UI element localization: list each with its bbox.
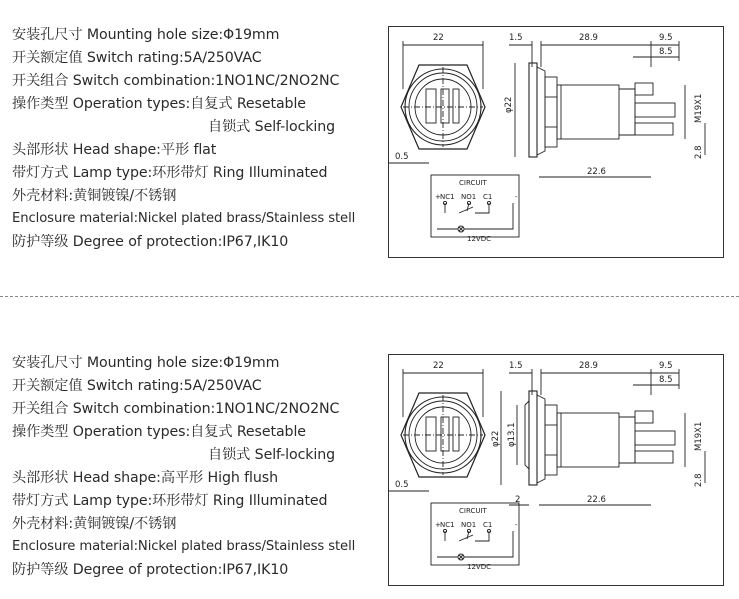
circuit-pin-label-no1: NO1 bbox=[461, 193, 477, 201]
dim-gap-label: 0.5 bbox=[395, 152, 409, 162]
side-flange bbox=[529, 63, 537, 157]
side-body bbox=[557, 85, 619, 139]
circuit-title: CIRCUIT bbox=[459, 179, 487, 187]
circuit-minus: - bbox=[515, 521, 518, 529]
circuit-switch-lines bbox=[445, 531, 489, 541]
side-bezel bbox=[537, 67, 545, 155]
side-pin-3 bbox=[635, 451, 673, 463]
circuit-voltage: 12VDC bbox=[467, 235, 491, 243]
circuit-lamp-wires bbox=[437, 531, 513, 557]
spec-lamp-type: 带灯方式 Lamp type:环形带灯 Ring Illuminated bbox=[12, 165, 328, 181]
dim-base-label: 1.5 bbox=[509, 361, 523, 371]
dim-length-label: 22.6 bbox=[587, 495, 606, 505]
circuit-switch-blade bbox=[459, 207, 473, 213]
spec-operation-types: 操作类型 Operation types:自复式 Resetable bbox=[12, 96, 306, 112]
circuit-minus: - bbox=[515, 193, 518, 201]
circuit-lamp-cross bbox=[459, 227, 463, 231]
spec-mounting-hole: 安装孔尺寸 Mounting hole size:Φ19mm bbox=[12, 355, 280, 371]
circuit-pin-label-nc1: NC1 bbox=[440, 521, 455, 529]
dim-t1-label: 9.5 bbox=[659, 33, 673, 43]
circuit-plus: + bbox=[435, 521, 441, 529]
dim-length-label: 22.6 bbox=[587, 167, 606, 177]
circuit-switch-lines bbox=[445, 203, 489, 213]
terminal-1 bbox=[426, 89, 436, 123]
dim-t2-label: 8.5 bbox=[659, 47, 673, 57]
spec-protection: 防护等级 Degree of protection:IP67,IK10 bbox=[12, 562, 289, 578]
circuit-lamp-wires bbox=[437, 203, 513, 229]
circuit-lamp-cross bbox=[459, 555, 463, 559]
side-pin-2 bbox=[635, 431, 675, 445]
side-pin-1 bbox=[635, 83, 653, 95]
technical-drawing-high-flush bbox=[388, 354, 724, 586]
side-bezel bbox=[537, 395, 545, 483]
side-flange bbox=[529, 391, 537, 485]
spec-operation-types: 操作类型 Operation types:自复式 Resetable bbox=[12, 424, 306, 440]
circuit-title: CIRCUIT bbox=[459, 507, 487, 515]
section-divider bbox=[0, 296, 739, 297]
spec-switch-combination: 开关组合 Switch combination:1NO1NC/2NO2NC bbox=[12, 401, 340, 417]
technical-drawing-flat bbox=[388, 26, 724, 258]
side-high-head bbox=[525, 401, 529, 469]
spec-enclosure-cn: 外壳材料:黄铜镀镍/不锈钢 bbox=[12, 188, 177, 204]
side-body bbox=[557, 413, 619, 467]
dim-dia-label: φ22 bbox=[491, 430, 501, 447]
spec-operation-types-cont: 自锁式 Self-locking bbox=[208, 447, 336, 463]
dim-width-label: 22 bbox=[433, 33, 444, 43]
spec-mounting-hole: 安装孔尺寸 Mounting hole size:Φ19mm bbox=[12, 27, 280, 43]
dim-body-label: 28.9 bbox=[579, 33, 598, 43]
drawing-svg bbox=[389, 355, 725, 587]
side-pin-3 bbox=[635, 123, 673, 135]
dim-t1-label: 9.5 bbox=[659, 361, 673, 371]
spec-protection: 防护等级 Degree of protection:IP67,IK10 bbox=[12, 234, 289, 250]
dim-thread-label: M19X1 bbox=[694, 421, 704, 451]
circuit-plus: + bbox=[435, 193, 441, 201]
terminal-2 bbox=[441, 89, 449, 123]
dim-thread-label: M19X1 bbox=[694, 93, 704, 123]
dim-t2-label: 8.5 bbox=[659, 375, 673, 385]
terminal-3 bbox=[453, 417, 459, 451]
circuit-switch-blade bbox=[459, 535, 473, 541]
side-base bbox=[619, 417, 635, 463]
terminal-3 bbox=[453, 89, 459, 123]
spec-switch-combination: 开关组合 Switch combination:1NO1NC/2NO2NC bbox=[12, 73, 340, 89]
dim-dia-label: φ22 bbox=[504, 96, 514, 113]
side-nut bbox=[545, 77, 557, 147]
terminal-1 bbox=[426, 417, 436, 451]
circuit-pin-label-nc1: NC1 bbox=[440, 193, 455, 201]
side-base bbox=[619, 89, 635, 135]
circuit-voltage: 12VDC bbox=[467, 563, 491, 571]
dim-base-label: 1.5 bbox=[509, 33, 523, 43]
dim-dia2-label: φ13.1 bbox=[507, 422, 517, 447]
dim-width-label: 22 bbox=[433, 361, 444, 371]
circuit-pin-label-no1: NO1 bbox=[461, 521, 477, 529]
dim-gap-label: 0.5 bbox=[395, 480, 409, 490]
side-nut bbox=[545, 405, 557, 475]
dim-head-label: 2 bbox=[515, 495, 521, 505]
dim-pin-label: 2.8 bbox=[694, 145, 704, 159]
spec-enclosure-en: Enclosure material:Nickel plated brass/Stainless stell bbox=[12, 539, 356, 554]
terminal-2 bbox=[441, 417, 449, 451]
spec-head-shape: 头部形状 Head shape:高平形 High flush bbox=[12, 470, 278, 486]
spec-operation-types-cont: 自锁式 Self-locking bbox=[208, 119, 336, 135]
spec-switch-rating: 开关额定值 Switch rating:5A/250VAC bbox=[12, 50, 262, 66]
spec-enclosure-cn: 外壳材料:黄铜镀镍/不锈钢 bbox=[12, 516, 177, 532]
spec-enclosure-en: Enclosure material:Nickel plated brass/Stainless stell bbox=[12, 211, 356, 226]
spec-lamp-type: 带灯方式 Lamp type:环形带灯 Ring Illuminated bbox=[12, 493, 328, 509]
circuit-pin-label-c1: C1 bbox=[483, 193, 493, 201]
spec-head-shape: 头部形状 Head shape:平形 flat bbox=[12, 142, 217, 158]
dim-body-label: 28.9 bbox=[579, 361, 598, 371]
circuit-pin-label-c1: C1 bbox=[483, 521, 493, 529]
side-pin-1 bbox=[635, 411, 653, 423]
side-pin-2 bbox=[635, 103, 675, 117]
dim-pin-label: 2.8 bbox=[694, 473, 704, 487]
spec-switch-rating: 开关额定值 Switch rating:5A/250VAC bbox=[12, 378, 262, 394]
drawing-svg bbox=[389, 27, 725, 259]
